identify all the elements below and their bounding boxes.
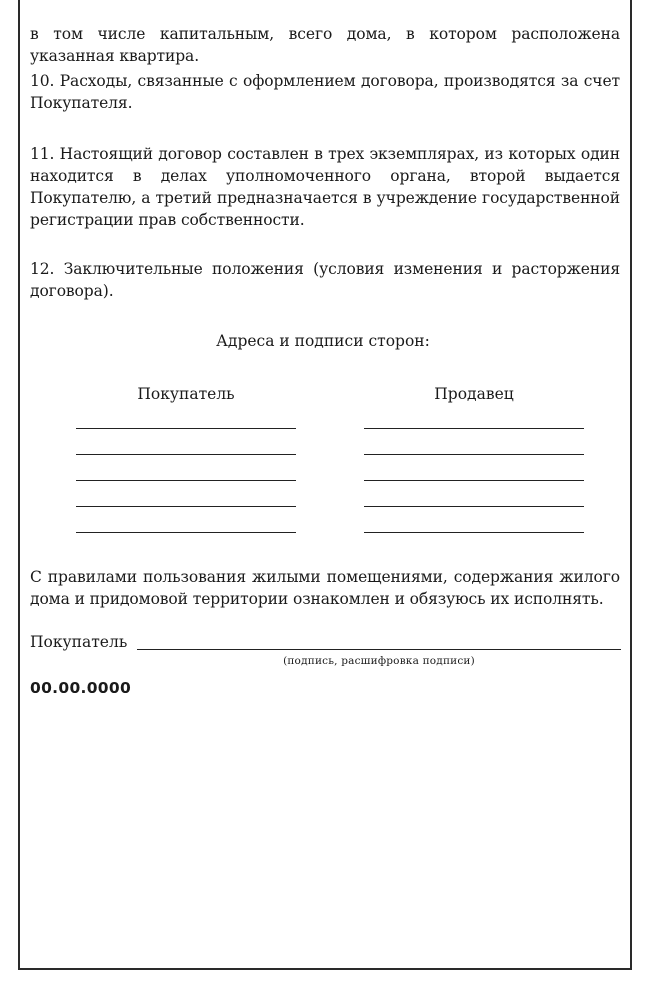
buyer-signature-line	[76, 454, 296, 455]
buyer-signature-line	[76, 428, 296, 429]
signatures-heading: Адреса и подписи сторон:	[216, 332, 430, 350]
paragraph-12: 12. Заключительные положения (условия изменения и расторжения договора).	[30, 260, 620, 300]
seller-signature-line	[364, 480, 584, 481]
document-date: 00.00.0000	[30, 679, 132, 697]
seller-signature-line	[364, 532, 584, 533]
paragraph-10: 10. Расходы, связанные с оформлением договора, производятся за счет Покупателя.	[30, 72, 620, 112]
seller-title: Продавец	[434, 385, 514, 403]
seller-signature-line	[364, 454, 584, 455]
rules-acknowledgement: С правилами пользования жилыми помещениями, содержания жилого дома и придомовой территории ознакомлен и обязуюсь их исполнять.	[30, 568, 620, 608]
buyer-signature-line	[76, 506, 296, 507]
seller-signature-line	[364, 428, 584, 429]
buyer-signature-line	[76, 532, 296, 533]
buyer-sign-label: Покупатель	[30, 633, 128, 651]
buyer-signature-line	[76, 480, 296, 481]
buyer-sign-line	[137, 649, 621, 650]
paragraph-continuation: в том числе капитальным, всего дома, в котором расположена указанная квартира.	[30, 25, 620, 65]
buyer-title: Покупатель	[137, 385, 235, 403]
seller-signature-line	[364, 506, 584, 507]
signature-caption: (подпись, расшифровка подписи)	[283, 655, 475, 667]
paragraph-11: 11. Настоящий договор составлен в трех экземплярах, из которых один находится в делах уполномоченного органа, второй выдается Покупателю, а третий предназначается в учреждение государственной регистрации прав собственности.	[30, 145, 620, 229]
